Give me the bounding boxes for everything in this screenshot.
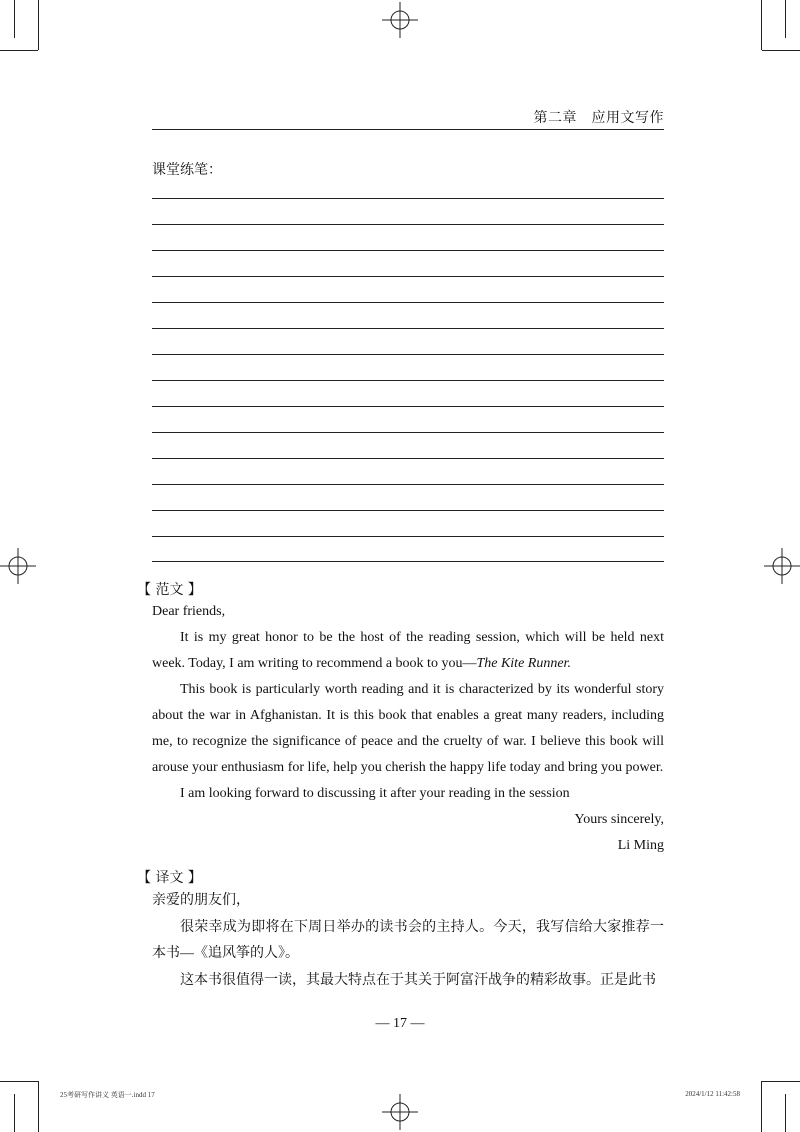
translation-paragraph: 很荣幸成为即将在下周日举办的读书会的主持人。今天，我写信给大家推荐一本书—《追风筝的人》。 xyxy=(152,919,664,961)
essay-closing: Yours sincerely, xyxy=(574,812,664,827)
writing-line[interactable] xyxy=(152,276,664,277)
crop-mark xyxy=(761,0,762,50)
running-header xyxy=(152,107,664,129)
book-title: The Kite Runner. xyxy=(476,656,571,671)
essay-paragraph-text: It is my great honor to be the host of the reading session, which will be held next week. Today, I am writing to recommend a book to you— xyxy=(152,630,664,671)
crop-mark xyxy=(38,0,39,50)
print-slug-date: 2024/1/12 11:42:58 xyxy=(685,1090,740,1098)
translation-paragraph: 这本书很值得一读，其最大特点在于其关于阿富汗战争的精彩故事。正是此书 xyxy=(180,972,656,988)
essay-paragraph: This book is particularly worth reading and it is characterized by its wonderful story about the war in Afghanistan. It is this book that enables a great many readers, including me, to recognize the significance of peace and the cruelty of war. I believe this book will arouse your enthusiasm for life, help you cherish the happy life today and bring you power. xyxy=(152,682,664,775)
registration-target-icon xyxy=(382,2,418,38)
crop-mark xyxy=(14,0,15,38)
crop-mark xyxy=(0,50,38,51)
writing-line[interactable] xyxy=(152,484,664,485)
crop-mark xyxy=(14,1094,15,1132)
writing-line[interactable] xyxy=(152,406,664,407)
crop-mark xyxy=(785,0,786,38)
crop-mark xyxy=(38,1081,39,1132)
writing-line[interactable] xyxy=(152,224,664,225)
crop-mark xyxy=(0,1081,38,1082)
exercise-label: 课堂练笔： xyxy=(152,162,222,178)
model-essay-body xyxy=(152,599,664,859)
crop-mark xyxy=(785,1094,786,1132)
writing-line[interactable] xyxy=(152,354,664,355)
crop-mark xyxy=(762,50,800,51)
crop-mark xyxy=(762,1081,800,1082)
essay-paragraph xyxy=(152,625,664,677)
crop-mark xyxy=(761,1081,762,1132)
writing-line[interactable] xyxy=(152,561,664,562)
writing-line[interactable] xyxy=(152,458,664,459)
translation-heading: 【 译文 】 xyxy=(137,870,202,886)
page-number: — 17 — xyxy=(375,1016,425,1031)
translation-body xyxy=(152,888,664,994)
model-essay-heading: 【 范文 】 xyxy=(137,582,202,598)
writing-line[interactable] xyxy=(152,380,664,381)
translation-salutation: 亲爱的朋友们， xyxy=(152,893,250,908)
header-rule xyxy=(152,129,664,130)
registration-target-icon xyxy=(764,548,800,584)
print-slug-file: 25考研写作讲义 英语一.indd 17 xyxy=(60,1091,155,1099)
writing-line[interactable] xyxy=(152,536,664,537)
writing-line[interactable] xyxy=(152,250,664,251)
writing-line[interactable] xyxy=(152,328,664,329)
registration-target-icon xyxy=(382,1094,418,1130)
writing-line[interactable] xyxy=(152,302,664,303)
essay-signature: Li Ming xyxy=(617,838,664,853)
writing-line[interactable] xyxy=(152,198,664,199)
essay-salutation: Dear friends, xyxy=(152,604,226,619)
chapter-title: 第二章 应用文写作 xyxy=(533,110,664,126)
essay-paragraph: I am looking forward to discussing it after your reading in the session xyxy=(180,786,570,801)
writing-line[interactable] xyxy=(152,432,664,433)
registration-target-icon xyxy=(0,548,36,584)
writing-line[interactable] xyxy=(152,510,664,511)
